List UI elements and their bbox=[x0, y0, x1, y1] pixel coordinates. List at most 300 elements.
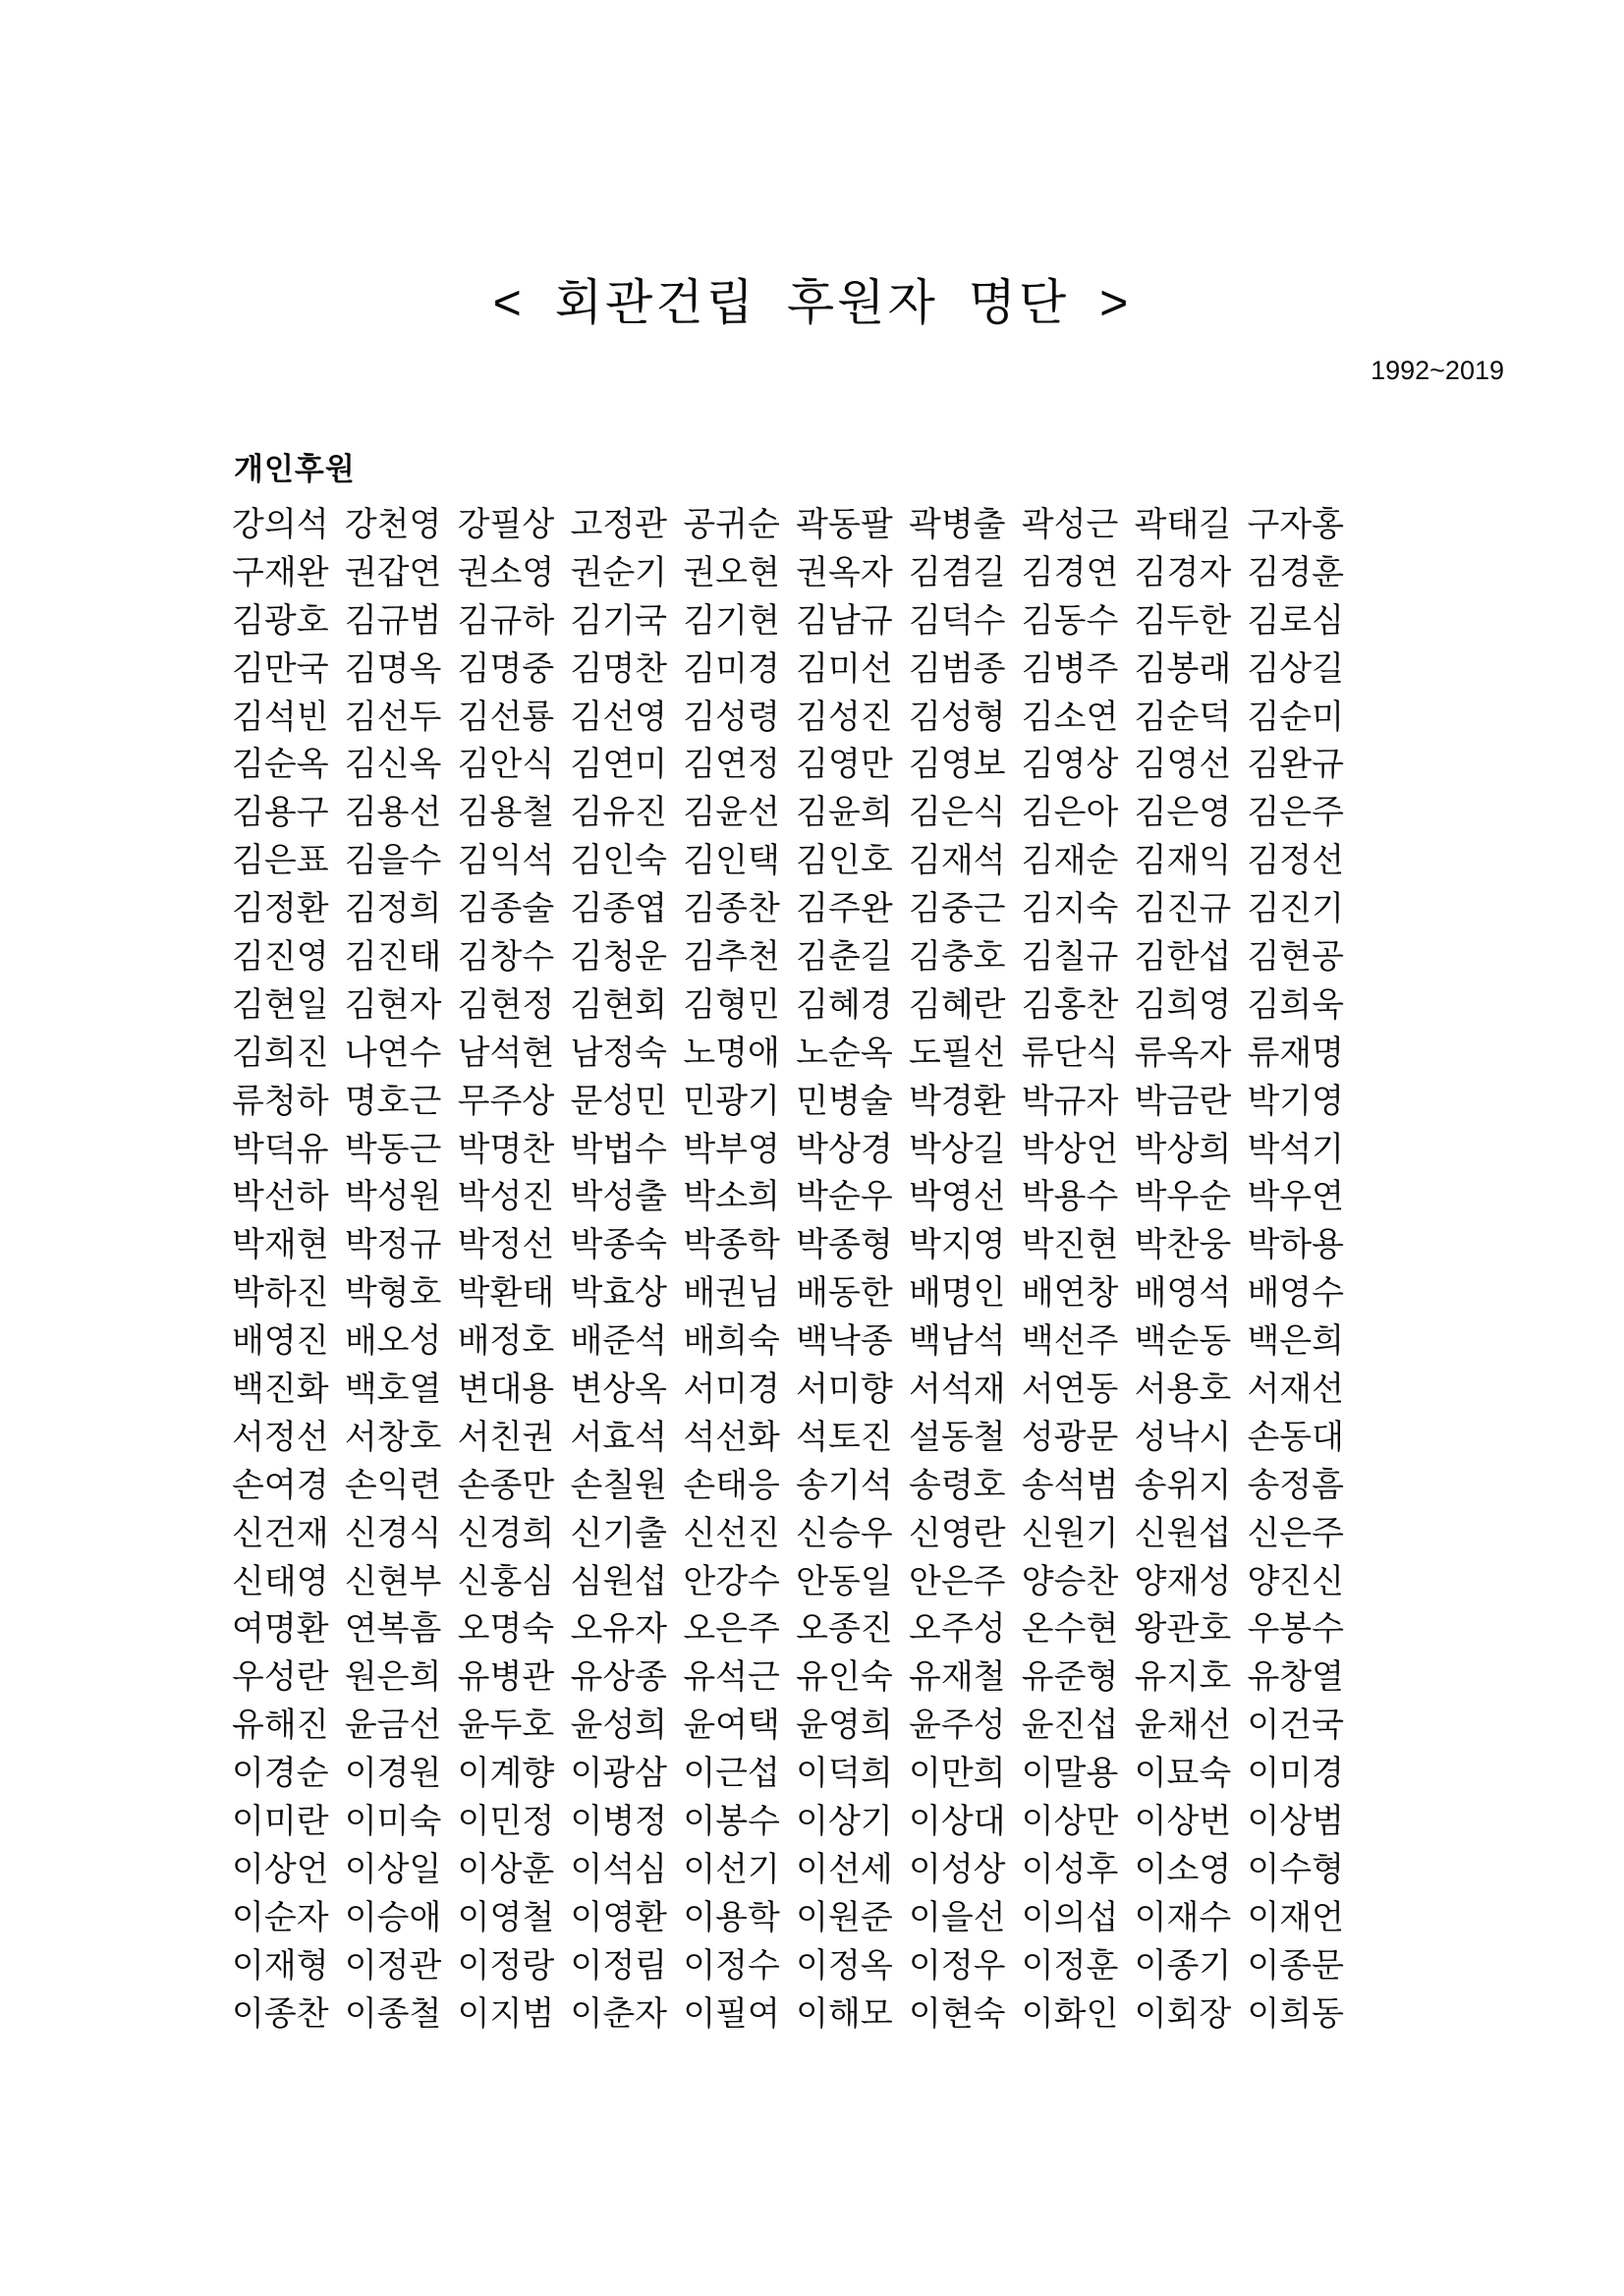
donor-name: 이말용 bbox=[1021, 1755, 1119, 1793]
donor-name: 이종철 bbox=[344, 1994, 442, 2033]
donor-name: 이춘자 bbox=[570, 1994, 668, 2033]
donor-name: 김순옥 bbox=[232, 746, 329, 784]
donor-name: 유인숙 bbox=[796, 1658, 893, 1697]
donor-name: 백호열 bbox=[344, 1370, 442, 1408]
donor-name: 김정환 bbox=[232, 890, 329, 928]
donor-name: 곽병출 bbox=[908, 505, 1006, 543]
donor-name: 신선진 bbox=[683, 1514, 780, 1552]
donor-name: 신영란 bbox=[908, 1514, 1006, 1552]
donor-name: 변대용 bbox=[457, 1370, 555, 1408]
donor-name: 이을선 bbox=[908, 1898, 1006, 1936]
donor-name: 이묘숙 bbox=[1134, 1755, 1232, 1793]
donor-name: 박기영 bbox=[1247, 1082, 1344, 1120]
donor-name: 김창수 bbox=[457, 937, 555, 976]
donor-name: 송석범 bbox=[1021, 1466, 1119, 1504]
donor-name: 이수형 bbox=[1247, 1850, 1344, 1888]
donor-name: 김추천 bbox=[683, 937, 780, 976]
donor-name: 박환태 bbox=[457, 1274, 555, 1313]
donor-name: 이정우 bbox=[908, 1946, 1006, 1985]
donor-name: 김유진 bbox=[570, 794, 668, 832]
donor-name: 김겸길 bbox=[908, 553, 1006, 591]
donor-name: 이상만 bbox=[1021, 1803, 1119, 1840]
donor-name: 배권님 bbox=[683, 1274, 780, 1313]
donor-name: 백순동 bbox=[1134, 1322, 1232, 1361]
donor-name: 김영선 bbox=[1134, 746, 1232, 784]
donor-name: 김칠규 bbox=[1021, 937, 1119, 976]
donor-name: 서용호 bbox=[1134, 1370, 1232, 1408]
donor-name: 박정선 bbox=[457, 1226, 555, 1264]
donor-name: 김춘길 bbox=[796, 937, 893, 976]
donor-row bbox=[232, 1217, 1344, 1265]
donor-name: 배영석 bbox=[1134, 1274, 1232, 1313]
donor-name: 심원섭 bbox=[570, 1562, 668, 1600]
donor-name: 강필상 bbox=[457, 505, 555, 543]
donor-name: 박상길 bbox=[908, 1130, 1006, 1168]
donor-name: 김미선 bbox=[796, 649, 893, 688]
donor-name: 신승우 bbox=[796, 1514, 893, 1552]
donor-row bbox=[232, 1074, 1344, 1122]
donor-name: 김재순 bbox=[1021, 842, 1119, 880]
donor-name: 박덕유 bbox=[232, 1130, 329, 1168]
donor-name: 손동대 bbox=[1247, 1418, 1344, 1456]
donor-name: 백진화 bbox=[232, 1370, 329, 1408]
donor-name: 박상언 bbox=[1021, 1130, 1119, 1168]
donor-name: 김순덕 bbox=[1134, 698, 1232, 736]
donor-name: 김현정 bbox=[457, 985, 555, 1024]
donor-name: 박우순 bbox=[1134, 1178, 1232, 1216]
donor-name: 김재석 bbox=[908, 842, 1006, 880]
donor-name: 여명환 bbox=[232, 1610, 329, 1649]
donor-name: 구재완 bbox=[232, 553, 329, 591]
donor-name: 유창열 bbox=[1247, 1658, 1344, 1697]
donor-name: 이건국 bbox=[1247, 1707, 1344, 1745]
donor-name: 손익련 bbox=[344, 1466, 442, 1504]
donor-name: 신태영 bbox=[232, 1562, 329, 1600]
donor-name: 박종학 bbox=[683, 1226, 780, 1264]
donor-name: 박효상 bbox=[570, 1274, 668, 1313]
donor-name: 이성상 bbox=[908, 1850, 1006, 1888]
donor-row bbox=[232, 833, 1344, 881]
donor-name: 백은희 bbox=[1247, 1322, 1344, 1361]
donor-name: 이선기 bbox=[683, 1850, 780, 1888]
donor-name: 윤여택 bbox=[683, 1707, 780, 1745]
donor-name: 박상경 bbox=[796, 1130, 893, 1168]
donor-name: 윤성희 bbox=[570, 1707, 668, 1745]
donor-name: 송기석 bbox=[796, 1466, 893, 1504]
donor-name: 김은식 bbox=[908, 794, 1006, 832]
donor-name: 박진현 bbox=[1021, 1226, 1119, 1264]
donor-name: 나연수 bbox=[344, 1034, 442, 1072]
donor-name: 김청운 bbox=[570, 937, 668, 976]
donor-name: 유재철 bbox=[908, 1658, 1006, 1697]
donor-row bbox=[232, 1938, 1344, 1987]
donor-name: 김상길 bbox=[1247, 649, 1344, 688]
page-title: < 회관건립 후원자 명단 > bbox=[492, 275, 1132, 330]
donor-name: 김진영 bbox=[232, 937, 329, 976]
donor-name: 이상일 bbox=[344, 1850, 442, 1888]
donor-name: 이종문 bbox=[1247, 1946, 1344, 1985]
donor-name: 왕관호 bbox=[1134, 1610, 1232, 1649]
donor-name: 안강수 bbox=[683, 1562, 780, 1600]
donor-name: 박종형 bbox=[796, 1226, 893, 1264]
donor-name: 유지호 bbox=[1134, 1658, 1232, 1697]
donor-name: 구자홍 bbox=[1247, 505, 1344, 543]
donor-name: 김현공 bbox=[1247, 937, 1344, 976]
donor-name: 이미경 bbox=[1247, 1755, 1344, 1793]
donor-name: 김병주 bbox=[1021, 649, 1119, 688]
donor-name: 공귀순 bbox=[683, 505, 780, 543]
donor-name: 김충호 bbox=[908, 937, 1006, 976]
donor-name: 배준석 bbox=[570, 1322, 668, 1361]
donor-name: 이현숙 bbox=[908, 1994, 1006, 2033]
donor-name: 김완규 bbox=[1247, 746, 1344, 784]
donor-name: 양승찬 bbox=[1021, 1562, 1119, 1600]
donor-name: 김희진 bbox=[232, 1034, 329, 1072]
donor-name: 김중근 bbox=[908, 890, 1006, 928]
donor-name: 윤진섭 bbox=[1021, 1707, 1119, 1745]
donor-name: 김명옥 bbox=[344, 649, 442, 688]
donor-name: 김현일 bbox=[232, 985, 329, 1024]
donor-row bbox=[232, 881, 1344, 929]
donor-name: 김인택 bbox=[683, 842, 780, 880]
donor-name: 박소희 bbox=[683, 1178, 780, 1216]
donor-name: 이정훈 bbox=[1021, 1946, 1119, 1985]
donor-name: 김경자 bbox=[1134, 553, 1232, 591]
donor-name: 김성령 bbox=[683, 698, 780, 736]
donor-name: 오은주 bbox=[683, 1610, 780, 1649]
donor-name: 손태응 bbox=[683, 1466, 780, 1504]
donor-name: 이종기 bbox=[1134, 1946, 1232, 1985]
donor-name: 무주상 bbox=[457, 1082, 555, 1120]
donor-name: 박영선 bbox=[908, 1178, 1006, 1216]
donor-name: 송정흠 bbox=[1247, 1466, 1344, 1504]
donor-name: 이정수 bbox=[683, 1946, 780, 1985]
donor-name: 오유자 bbox=[570, 1610, 668, 1649]
donor-name: 김소연 bbox=[1021, 698, 1119, 736]
donor-name: 김영만 bbox=[796, 746, 893, 784]
donor-name: 유해진 bbox=[232, 1707, 329, 1745]
donor-name: 서창호 bbox=[344, 1418, 442, 1456]
donor-name: 이용학 bbox=[683, 1898, 780, 1936]
donor-name: 박선하 bbox=[232, 1178, 329, 1216]
donor-name: 이상훈 bbox=[457, 1850, 555, 1888]
donor-name: 서석재 bbox=[908, 1370, 1006, 1408]
donor-name: 이성후 bbox=[1021, 1850, 1119, 1888]
donor-name: 오종진 bbox=[796, 1610, 893, 1649]
donor-row bbox=[232, 1698, 1344, 1746]
donor-name: 석토진 bbox=[796, 1418, 893, 1456]
donor-name: 김혜경 bbox=[796, 985, 893, 1024]
donor-name: 신건재 bbox=[232, 1514, 329, 1552]
donor-name: 신원기 bbox=[1021, 1514, 1119, 1552]
donor-name: 박경환 bbox=[908, 1082, 1006, 1120]
donor-name: 백선주 bbox=[1021, 1322, 1119, 1361]
donor-name: 이상기 bbox=[796, 1803, 893, 1840]
donor-name: 서효석 bbox=[570, 1418, 668, 1456]
donor-name: 배동한 bbox=[796, 1274, 893, 1313]
donor-row bbox=[232, 545, 1344, 593]
donor-name: 안동일 bbox=[796, 1562, 893, 1600]
donor-name: 이회장 bbox=[1134, 1994, 1232, 2033]
donor-name: 이병정 bbox=[570, 1803, 668, 1840]
donor-row bbox=[232, 929, 1344, 978]
donor-name: 김범종 bbox=[908, 649, 1006, 688]
donor-name: 김지숙 bbox=[1021, 890, 1119, 928]
donor-name: 설동철 bbox=[908, 1418, 1006, 1456]
donor-name: 김남규 bbox=[796, 601, 893, 640]
donor-row bbox=[232, 1265, 1344, 1314]
donor-name: 김현회 bbox=[570, 985, 668, 1024]
donor-row bbox=[232, 642, 1344, 690]
donor-name: 백낙종 bbox=[796, 1322, 893, 1361]
donor-name: 김인호 bbox=[796, 842, 893, 880]
donor-name: 배명인 bbox=[908, 1274, 1006, 1313]
donor-name: 김현자 bbox=[344, 985, 442, 1024]
donor-row bbox=[232, 978, 1344, 1026]
donor-name: 서친권 bbox=[457, 1418, 555, 1456]
donor-name: 노순옥 bbox=[796, 1034, 893, 1072]
donor-row bbox=[232, 1169, 1344, 1217]
donor-name: 김홍찬 bbox=[1021, 985, 1119, 1024]
donor-name: 민광기 bbox=[683, 1082, 780, 1120]
donor-name: 원은희 bbox=[344, 1658, 442, 1697]
donor-name: 권오현 bbox=[683, 553, 780, 591]
donor-name: 박금란 bbox=[1134, 1082, 1232, 1120]
donor-name: 강의석 bbox=[232, 505, 329, 543]
donor-name: 배정호 bbox=[457, 1322, 555, 1361]
donor-name: 배영진 bbox=[232, 1322, 329, 1361]
donor-name: 박우연 bbox=[1247, 1178, 1344, 1216]
donor-name: 성광문 bbox=[1021, 1418, 1119, 1456]
donor-name: 이해모 bbox=[796, 1994, 893, 2033]
donor-name: 박부영 bbox=[683, 1130, 780, 1168]
donor-row bbox=[232, 1410, 1344, 1458]
donor-name: 문성민 bbox=[570, 1082, 668, 1120]
donor-name: 김만국 bbox=[232, 649, 329, 688]
donor-name: 윤두호 bbox=[457, 1707, 555, 1745]
donor-name: 연복흠 bbox=[344, 1610, 442, 1649]
donor-name: 서미향 bbox=[796, 1370, 893, 1408]
donor-name: 고정관 bbox=[570, 505, 668, 543]
donor-name: 이정랑 bbox=[457, 1946, 555, 1985]
donor-name: 권옥자 bbox=[796, 553, 893, 591]
donor-name: 김윤희 bbox=[796, 794, 893, 832]
donor-name: 박동근 bbox=[344, 1130, 442, 1168]
donor-name: 이재형 bbox=[232, 1946, 329, 1985]
donor-name: 신기출 bbox=[570, 1514, 668, 1552]
donor-name: 유준형 bbox=[1021, 1658, 1119, 1697]
donor-name: 오명숙 bbox=[457, 1610, 555, 1649]
donor-row bbox=[232, 1746, 1344, 1794]
donor-row bbox=[232, 1842, 1344, 1890]
donor-row bbox=[232, 737, 1344, 785]
donor-name: 배연창 bbox=[1021, 1274, 1119, 1313]
donor-name: 배희숙 bbox=[683, 1322, 780, 1361]
donor-name: 이계향 bbox=[457, 1755, 555, 1793]
donor-row bbox=[232, 1601, 1344, 1650]
donor-name: 박성원 bbox=[344, 1178, 442, 1216]
donor-row bbox=[232, 1122, 1344, 1170]
donor-name: 김은아 bbox=[1021, 794, 1119, 832]
donor-name: 이종찬 bbox=[232, 1994, 329, 2033]
donor-name: 김용구 bbox=[232, 794, 329, 832]
donor-name: 남석현 bbox=[457, 1034, 555, 1072]
donor-name: 김동수 bbox=[1021, 601, 1119, 640]
donor-name: 박지영 bbox=[908, 1226, 1006, 1264]
donor-name: 강천영 bbox=[344, 505, 442, 543]
donor-name: 남정숙 bbox=[570, 1034, 668, 1072]
donor-name: 김인숙 bbox=[570, 842, 668, 880]
donor-name: 김미경 bbox=[683, 649, 780, 688]
donor-row bbox=[232, 1554, 1344, 1602]
donor-name: 윤채선 bbox=[1134, 1707, 1232, 1745]
donor-name: 김한섭 bbox=[1134, 937, 1232, 976]
donor-name: 김용선 bbox=[344, 794, 442, 832]
donor-name: 오주성 bbox=[908, 1610, 1006, 1649]
section-header-individual-donors: 개인후원 bbox=[234, 452, 356, 486]
donor-name: 이민정 bbox=[457, 1803, 555, 1840]
donor-name: 김종술 bbox=[457, 890, 555, 928]
donor-name: 윤금선 bbox=[344, 1707, 442, 1745]
donor-name: 서연동 bbox=[1021, 1370, 1119, 1408]
donor-name: 우성란 bbox=[232, 1658, 329, 1697]
donor-name: 류단식 bbox=[1021, 1034, 1119, 1072]
donor-name: 김기현 bbox=[683, 601, 780, 640]
donor-name: 이석심 bbox=[570, 1850, 668, 1888]
donor-name: 유상종 bbox=[570, 1658, 668, 1697]
donor-row bbox=[232, 1506, 1344, 1554]
donor-name: 김선룡 bbox=[457, 698, 555, 736]
donor-name: 김은표 bbox=[232, 842, 329, 880]
donor-name: 이화인 bbox=[1021, 1994, 1119, 2033]
donor-row bbox=[232, 785, 1344, 833]
donor-name: 김윤선 bbox=[683, 794, 780, 832]
donor-name: 김종찬 bbox=[683, 890, 780, 928]
donor-name: 박성출 bbox=[570, 1178, 668, 1216]
donor-name: 류재명 bbox=[1247, 1034, 1344, 1072]
donor-name: 민병술 bbox=[796, 1082, 893, 1120]
donor-name: 손종만 bbox=[457, 1466, 555, 1504]
donor-name: 배영수 bbox=[1247, 1274, 1344, 1313]
donor-name: 류청하 bbox=[232, 1082, 329, 1120]
donor-name: 이영철 bbox=[457, 1898, 555, 1936]
donor-name: 안은주 bbox=[908, 1562, 1006, 1600]
donor-name: 이소영 bbox=[1134, 1850, 1232, 1888]
donor-name: 김종엽 bbox=[570, 890, 668, 928]
donor-row bbox=[232, 1314, 1344, 1362]
donor-name: 이희동 bbox=[1247, 1994, 1344, 2033]
donor-name-list bbox=[232, 497, 1344, 2035]
donor-name: 김성형 bbox=[908, 698, 1006, 736]
donor-name: 김순미 bbox=[1247, 698, 1344, 736]
donor-name: 박성진 bbox=[457, 1178, 555, 1216]
donor-name: 김진기 bbox=[1247, 890, 1344, 928]
donor-name: 이만희 bbox=[908, 1755, 1006, 1793]
donor-name: 김영보 bbox=[908, 746, 1006, 784]
donor-row bbox=[232, 593, 1344, 642]
donor-name: 박정규 bbox=[344, 1226, 442, 1264]
donor-name: 김두한 bbox=[1134, 601, 1232, 640]
donor-name: 권소영 bbox=[457, 553, 555, 591]
donor-name: 김은주 bbox=[1247, 794, 1344, 832]
donor-name: 서정선 bbox=[232, 1418, 329, 1456]
donor-name: 김주완 bbox=[796, 890, 893, 928]
donor-name: 신은주 bbox=[1247, 1514, 1344, 1552]
donor-name: 이정림 bbox=[570, 1946, 668, 1985]
donor-name: 이영환 bbox=[570, 1898, 668, 1936]
donor-name: 이미숙 bbox=[344, 1803, 442, 1840]
donor-name: 박용수 bbox=[1021, 1178, 1119, 1216]
donor-name: 김선영 bbox=[570, 698, 668, 736]
donor-name: 김광호 bbox=[232, 601, 329, 640]
donor-name: 김안식 bbox=[457, 746, 555, 784]
donor-name: 이상언 bbox=[232, 1850, 329, 1888]
donor-name: 김진태 bbox=[344, 937, 442, 976]
donor-name: 이필여 bbox=[683, 1994, 780, 2033]
donor-row bbox=[232, 1650, 1344, 1698]
donor-name: 변상옥 bbox=[570, 1370, 668, 1408]
donor-name: 김정선 bbox=[1247, 842, 1344, 880]
donor-name: 양진신 bbox=[1247, 1562, 1344, 1600]
donor-name: 이정관 bbox=[344, 1946, 442, 1985]
donor-row bbox=[232, 1362, 1344, 1410]
donor-name: 송령호 bbox=[908, 1466, 1006, 1504]
donor-name: 김로심 bbox=[1247, 601, 1344, 640]
donor-name: 박하진 bbox=[232, 1274, 329, 1313]
donor-name: 이지범 bbox=[457, 1994, 555, 2033]
donor-name: 이경순 bbox=[232, 1755, 329, 1793]
donor-name: 김규범 bbox=[344, 601, 442, 640]
donor-name: 이광삼 bbox=[570, 1755, 668, 1793]
donor-name: 박형호 bbox=[344, 1274, 442, 1313]
donor-name: 김경훈 bbox=[1247, 553, 1344, 591]
donor-row bbox=[232, 1794, 1344, 1842]
donor-name: 박찬웅 bbox=[1134, 1226, 1232, 1264]
donor-row bbox=[232, 1458, 1344, 1506]
donor-name: 김재익 bbox=[1134, 842, 1232, 880]
donor-name: 이선세 bbox=[796, 1850, 893, 1888]
donor-row bbox=[232, 1890, 1344, 1938]
donor-name: 권갑연 bbox=[344, 553, 442, 591]
donor-name: 박순우 bbox=[796, 1178, 893, 1216]
donor-name: 이정옥 bbox=[796, 1946, 893, 1985]
donor-name: 김명중 bbox=[457, 649, 555, 688]
donor-name: 서재선 bbox=[1247, 1370, 1344, 1408]
donor-name: 이근섭 bbox=[683, 1755, 780, 1793]
donor-name: 이재언 bbox=[1247, 1898, 1344, 1936]
donor-name: 곽태길 bbox=[1134, 505, 1232, 543]
donor-name: 손여경 bbox=[232, 1466, 329, 1504]
donor-name: 이재수 bbox=[1134, 1898, 1232, 1936]
donor-name: 김용철 bbox=[457, 794, 555, 832]
donor-name: 박하용 bbox=[1247, 1226, 1344, 1264]
donor-name: 박석기 bbox=[1247, 1130, 1344, 1168]
donor-name: 김연정 bbox=[683, 746, 780, 784]
donor-name: 김성진 bbox=[796, 698, 893, 736]
donor-name: 권순기 bbox=[570, 553, 668, 591]
donor-name: 신경식 bbox=[344, 1514, 442, 1552]
donor-name: 김규하 bbox=[457, 601, 555, 640]
donor-name: 손칠원 bbox=[570, 1466, 668, 1504]
donor-name: 신현부 bbox=[344, 1562, 442, 1600]
donor-name: 이원준 bbox=[796, 1898, 893, 1936]
donor-name: 유병관 bbox=[457, 1658, 555, 1697]
donor-name: 노명애 bbox=[683, 1034, 780, 1072]
donor-name: 김석빈 bbox=[232, 698, 329, 736]
donor-name: 석선화 bbox=[683, 1418, 780, 1456]
donor-name: 박재현 bbox=[232, 1226, 329, 1264]
donor-name: 이경원 bbox=[344, 1755, 442, 1793]
